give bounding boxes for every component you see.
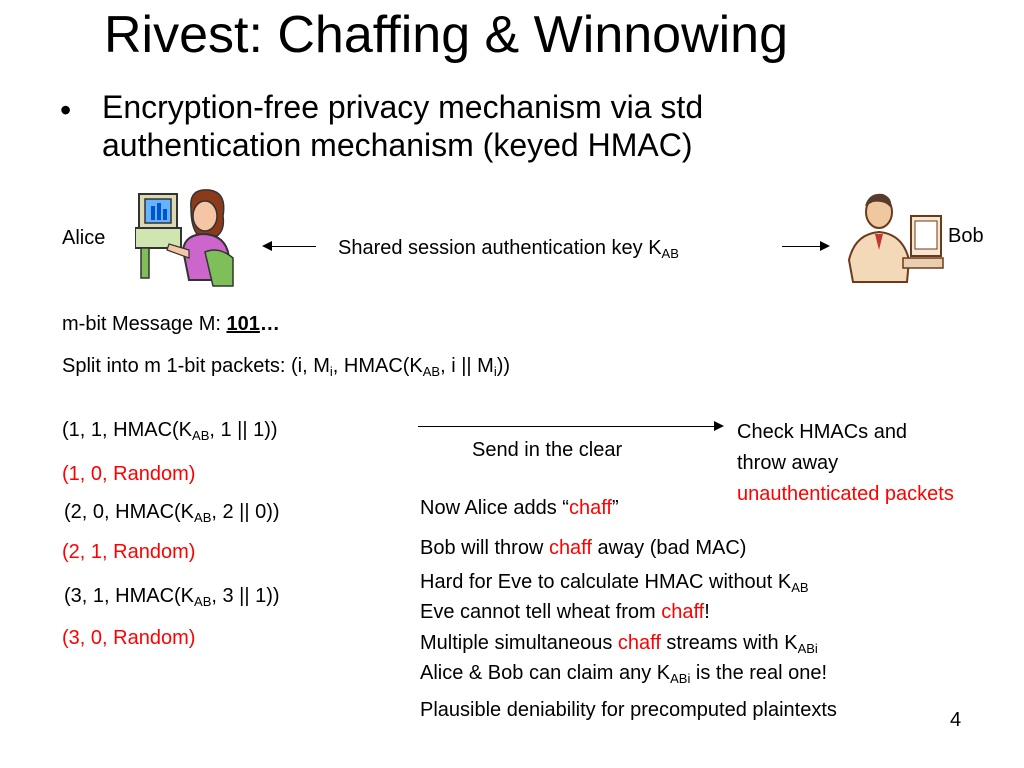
- note-multiple-streams: Multiple simultaneous chaff streams with $K_{ABi}$: [420, 632, 818, 656]
- message-line: m-bit Message M: 101…: [62, 313, 280, 335]
- bullet-marker: •: [60, 92, 72, 128]
- left-arrow-line: [270, 246, 316, 247]
- slide-title: Rivest: Chaffing & Winnowing: [104, 6, 789, 64]
- bob-at-computer-image: [845, 190, 945, 286]
- packet-3-authentic: (3, 1, $HMAC(K_{AB}$, 3 || 1)): [64, 585, 280, 609]
- split-line: Split into m 1-bit packets: (i, $M_i$, $HMAC(K_{AB}$, i || $M_i$)): [62, 355, 511, 379]
- packet-1-chaff: (1, 0, Random): [62, 463, 196, 485]
- send-arrow-line: [418, 426, 716, 427]
- note-hard-for-eve: Hard for Eve to calculate HMAC without $K_{AB}$: [420, 571, 809, 595]
- alice-label: Alice: [62, 227, 106, 249]
- check-hmacs-line3: unauthenticated packets: [737, 483, 954, 505]
- note-alice-adds-chaff: Now Alice adds “chaff”: [420, 497, 619, 519]
- packet-3-chaff: (3, 0, Random): [62, 627, 196, 649]
- check-hmacs-line2: throw away: [737, 452, 839, 474]
- check-hmacs-line1: Check HMACs and: [737, 421, 908, 443]
- note-bob-throws-chaff: Bob will throw chaff away (bad MAC): [420, 537, 747, 559]
- bullet-text: Encryption-free privacy mechanism via std authentication mechanism (keyed HMAC): [102, 89, 704, 163]
- alice-at-computer-image: [135, 186, 235, 290]
- right-arrow-line: [782, 246, 822, 247]
- send-arrow-icon: [714, 421, 724, 431]
- note-plausible-deniability: Plausible deniability for precomputed plaintexts: [420, 699, 837, 721]
- note-claim-any-key: Alice & Bob can claim any $K_{ABi}$ is the real one!: [420, 662, 828, 686]
- right-arrow-icon: [820, 241, 830, 251]
- message-value: 101: [226, 313, 260, 335]
- bob-label: Bob: [948, 225, 984, 247]
- packet-1-authentic: (1, 1, $HMAC(K_{AB}$, 1 || 1)): [62, 419, 278, 443]
- note-wheat-from-chaff: Eve cannot tell wheat from chaff!: [420, 601, 710, 623]
- send-in-clear-label: Send in the clear: [472, 439, 623, 461]
- packet-2-authentic: (2, 0, $HMAC(K_{AB}$, 2 || 0)): [64, 501, 280, 525]
- packet-2-chaff: (2, 1, Random): [62, 541, 196, 563]
- shared-key-text: Shared session authentication key $K_{AB}$: [338, 237, 679, 261]
- page-number: 4: [950, 709, 962, 731]
